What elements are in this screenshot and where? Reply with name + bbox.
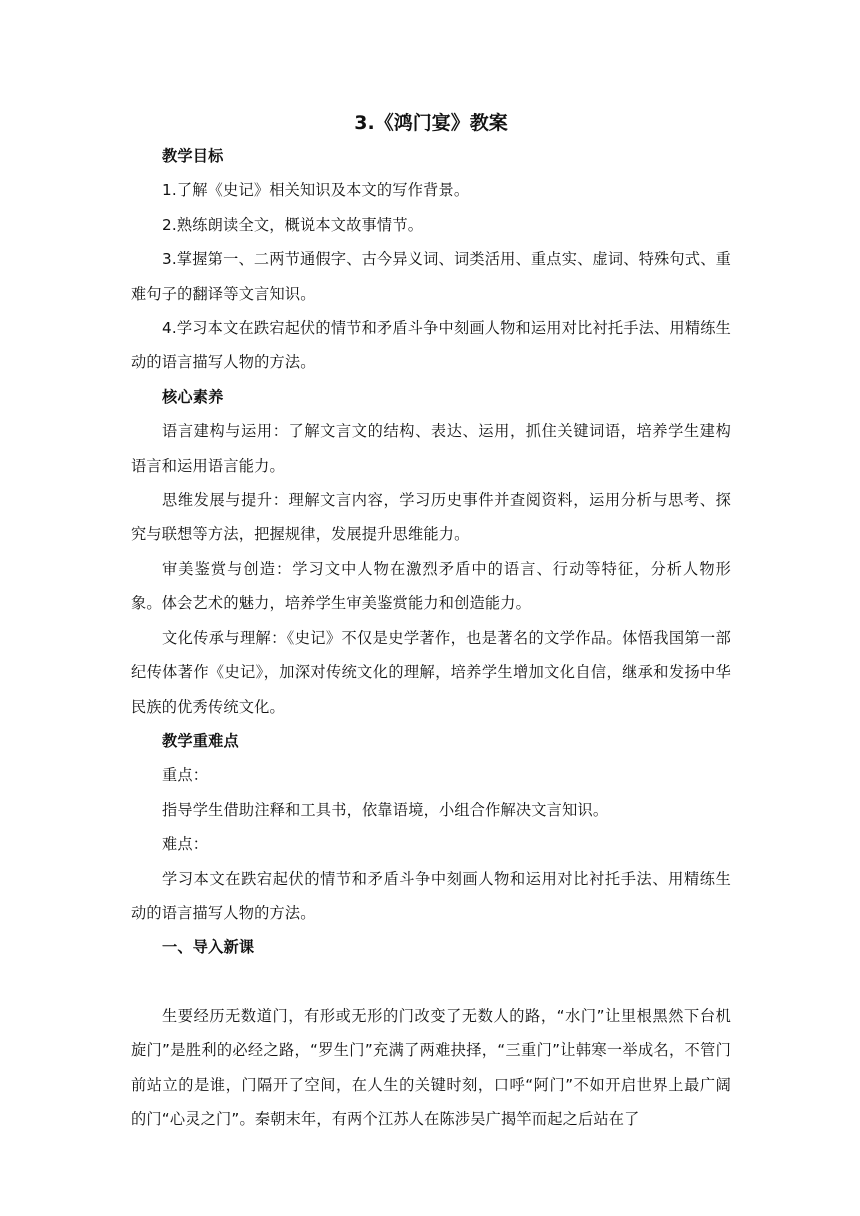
literacy-item-culture: 文化传承与理解：《史记》不仅是史学著作，也是著名的文学作品。体悟我国第一部纪传体著作《史记》，加深对传统文化的理解，培养学生增加文化自信，继承和发扬中华民族的优秀传统文化。 xyxy=(131,628,731,716)
intro-paragraph: 生要经历无数道门，有形或无形的门改变了无数人的路，“水门”让里根黑然下台机旋门”是胜利的必经之路，“罗生门”充满了两难抉择，“三重门”让韩寒一举成名，不管门前站立的是谁，门隔开了空间，在人生的关键时刻，口呼“阿门”不如开启世界上最广阔的门“心灵之门”。秦朝末年，有两个江苏人在陈涉吴广揭竿而起之后站在了 xyxy=(131,1006,731,1128)
literacy-item-aesthetics: 审美鉴赏与创造：学习文中人物在激烈矛盾中的语言、行动等特征，分析人物形象。体会艺术的魅力，培养学生审美鉴赏能力和创造能力。 xyxy=(131,559,731,613)
objective-item-2: 2.熟练朗读全文，概说本文故事情节。 xyxy=(162,215,424,234)
objective-item-4: 4.学习本文在跌宕起伏的情节和矛盾斗争中刻画人物和运用对比衬托手法、用精练生动的语言描写人物的方法。 xyxy=(131,319,731,372)
section-heading-literacy: 核心素养 xyxy=(162,387,224,406)
objective-item-3: 3.掌握第一、二两节通假字、古今异义词、词类活用、重点实、虚词、特殊句式、重难句子的翻译等文言知识。 xyxy=(131,250,731,303)
document-page xyxy=(131,108,731,1136)
literacy-item-language: 语言建构与运用：了解文言文的结构、表达、运用，抓住关键词语，培养学生建构语言和运用语言能力。 xyxy=(131,422,731,475)
difficulty-text: 学习本文在跌宕起伏的情节和矛盾斗争中刻画人物和运用对比衬托手法、用精练生动的语言描写人物的方法。 xyxy=(131,869,731,922)
section-heading-keypoints: 教学重难点 xyxy=(162,731,239,750)
focus-text: 指导学生借助注释和工具书，依靠语境，小组合作解决文言知识。 xyxy=(162,800,609,819)
focus-label: 重点： xyxy=(162,766,209,785)
section-heading-intro: 一、导入新课 xyxy=(162,938,255,957)
objective-item-1: 1.了解《史记》相关知识及本文的写作背景。 xyxy=(162,181,470,200)
difficulty-label: 难点： xyxy=(162,835,209,854)
section-heading-objectives: 教学目标 xyxy=(162,147,224,165)
document-title: 3.《鸿门宴》教案 xyxy=(354,112,508,134)
blank-line xyxy=(131,965,731,999)
literacy-item-thinking: 思维发展与提升：理解文言内容，学习历史事件并查阅资料，运用分析与思考、探究与联想等方法，把握规律，发展提升思维能力。 xyxy=(131,491,731,544)
